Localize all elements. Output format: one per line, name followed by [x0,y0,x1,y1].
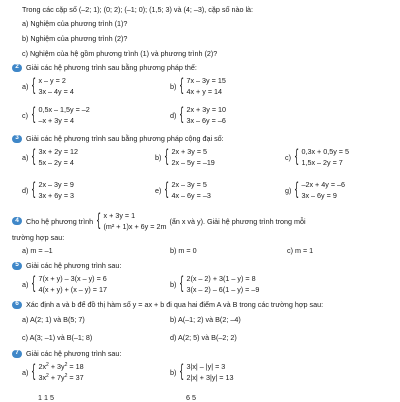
option-item: b) m = 0 [170,246,197,255]
cut-off-text: 1 1 5 [38,393,54,402]
option-item: c) m = 1 [287,246,314,255]
system-item: d) { 2x – 3y = 9 3x + 6y = 3 [22,179,75,200]
system-item: d) { 2x + 3y = 10 3x – 6y = –6 [170,104,227,125]
system-item: a) { 3x + 2y = 12 5x – 2y = 4 [22,146,79,167]
system-item: b) { 7x – 3y = 15 4x + y = 14 [170,75,226,96]
exercise-7-header [12,349,121,358]
exercise-5-header [12,261,121,270]
exercise-title: Xác định a và b để đồ thị hàm số y = ax + b đi qua hai điểm A và B trong các trường hợp sau: [26,300,324,309]
exercise-number-badge: 2 [12,64,22,72]
option-item: a) m = –1 [22,246,53,255]
exercise-6-header [12,300,323,309]
option-item: b) A(–1; 2) và B(2; –4) [170,315,241,324]
intro-text: Trong các cặp số (–2; 1); (0; 2); (–1; 0); (1,5; 3) và (4; –3), cặp số nào là: [22,5,254,14]
system-item: c) { 0,5x – 1,5y = –2 –x + 3y = 4 [22,104,90,125]
system-item: b) { 2x + 3y = 5 2x – 5y = –19 [155,146,215,167]
option-item: d) A(2; 5) và B(–2; 2) [170,333,237,342]
exercise-title: Giải các hệ phương trình sau bằng phương pháp cộng đại số: [26,134,224,143]
system-item: b) { 3|x| – |y| = 3 2|x| + 3|y| = 13 [170,361,234,382]
system-item: a) { $2x^2 + 3y^2 = 18$ $3x^2 + 7y^2 = 37$ [22,361,84,382]
exercise-number-badge: 7 [12,350,22,358]
exercise-number-badge: 5 [12,262,22,270]
cut-off-text: 6 5 [186,393,196,402]
exercise-number-badge: 6 [12,301,22,309]
exercise-2-header [12,63,197,72]
exercise-number-badge: 3 [12,135,22,143]
system-item: b) { 2(x – 2) + 3(1 – y) = 8 3(x – 2) – 6(1 – y) = –9 [170,273,260,294]
intro-b: b) Nghiệm của phương trình (2)? [22,34,128,43]
intro-c: c) Nghiệm của hệ gồm phương trình (1) và phương trình (2)? [22,49,218,58]
exercise-3-header [12,134,224,143]
option-item: a) A(2; 1) và B(5; 7) [22,315,85,324]
exercise-title: Giải các hệ phương trình sau: [26,261,122,270]
system-item: c) { 0,3x + 0,5y = 5 1,5x – 2y = 7 [285,146,350,167]
system-item: a) { x – y = 2 3x – 4y = 4 [22,75,74,96]
system-item: e) { 2x – 3y = 5 4x – 6y = –3 [155,179,211,200]
system-item: a) { 7(x + y) – 3(x – y) = 6 4(x + y) + (x – y) = 17 [22,273,107,294]
exercise-title: Giải các hệ phương trình sau: [26,349,122,358]
option-item: c) A(3; –1) và B(–1; 8) [22,333,93,342]
system-item: g) { –2x + 4y = –6 3x – 6y = 9 [285,179,346,200]
exercise-title: Giải các hệ phương trình sau bằng phương pháp thế: [26,63,197,72]
exercise-number-badge: 4 [12,217,22,225]
intro-a: a) Nghiệm của phương trình (1)? [22,19,128,28]
exercise-4-header: 4 Cho hệ phương trình { x + 3y = 1 (m² + 1)x + 6y = 2m (ẩn x và y). Giải hệ phương trình trong mỗi [12,211,306,231]
exercise-4-line2: trường hợp sau: [12,233,65,242]
